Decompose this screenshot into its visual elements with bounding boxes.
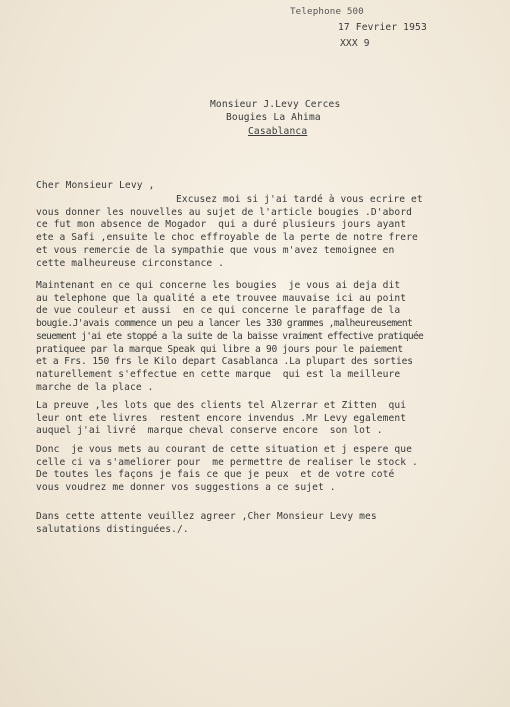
recipient-city: Casablanca [248, 126, 308, 137]
paragraph-line: bougie.J'avais commence un peu a lancer les 330 grammes ,malheureusement [36, 318, 413, 330]
paragraph-3 [36, 400, 496, 438]
paragraph-line: Maintenant en ce qui concerne les bougies je vous ai deja dit [36, 280, 401, 291]
paragraph-line: de vue couleur et aussi en ce qui concerne le paraffage de la [36, 305, 401, 317]
paragraph-line: ete a Safi ,ensuite le choc effroyable de la perte de notre frere [36, 232, 418, 244]
paragraph-line: naturellement s'effectue en cette marque qui est la meilleure [36, 368, 401, 380]
paragraph-line: auquel j'ai livré marque cheval conserve encore son lot . [36, 425, 383, 437]
paragraph-1 [36, 194, 496, 270]
paragraph-line: Donc je vous mets au courant de cette situation et j espere que [36, 444, 413, 455]
paragraph-line: De toutes les façons je fais ce que je peux et de votre coté [36, 469, 395, 481]
paragraph-line: leur ont ete livres restent encore invendus .Mr Levy egalement [36, 412, 407, 424]
recipient-company: Bougies La Ahima [226, 112, 321, 123]
paragraph-line: Excusez moi si j'ai tardé à vous ecrire et [176, 194, 423, 205]
paragraph-5 [36, 511, 496, 536]
paragraph-line: vous voudrez me donner vos suggestions a ce sujet . [36, 482, 336, 494]
paragraph-line: ce fut mon absence de Mogador qui a duré plusieurs jours ayant [36, 219, 407, 231]
paragraph-4 [36, 444, 496, 495]
paragraph-line: pratiquee par la marque Speak qui libre a 90 jours pour le paiement [36, 343, 403, 355]
paragraph-line: vous donner les nouvelles au sujet de l'article bougies .D'abord [36, 206, 413, 218]
letter-reference: XXX 9 [340, 38, 370, 49]
paragraph-line: marche de la place . [36, 381, 154, 393]
paragraph-line: salutations distinguées./. [36, 523, 189, 535]
telephone-header: Telephone 500 [290, 6, 364, 17]
salutation: Cher Monsieur Levy , [36, 180, 155, 191]
letter-date: 17 Fevrier 1953 [338, 22, 427, 33]
paragraph-line: au telephone que la qualité a ete trouvee mauvaise ici au point [36, 292, 407, 304]
paragraph-2 [36, 280, 496, 394]
recipient-name: Monsieur J.Levy Cerces [210, 99, 341, 110]
paragraph-line: cette malheureuse circonstance . [36, 257, 225, 269]
paragraph-line: et vous remercie de la sympathie que vous m'avez temoignee en [36, 244, 395, 256]
paragraph-line: La preuve ,les lots que des clients tel Alzerrar et Zitten qui [36, 400, 407, 411]
paragraph-line: et a Frs. 150 frs le Kilo depart Casablanca .La plupart des sorties [36, 356, 413, 368]
paragraph-line: celle ci va s'ameliorer pour me permettre de realiser le stock . [36, 456, 418, 468]
paragraph-line: Dans cette attente veuillez agreer ,Cher Monsieur Levy mes [36, 511, 377, 522]
paragraph-line: seuement j'ai ete stoppé a la suite de la baisse vraiment effective pratiquée [36, 330, 423, 342]
